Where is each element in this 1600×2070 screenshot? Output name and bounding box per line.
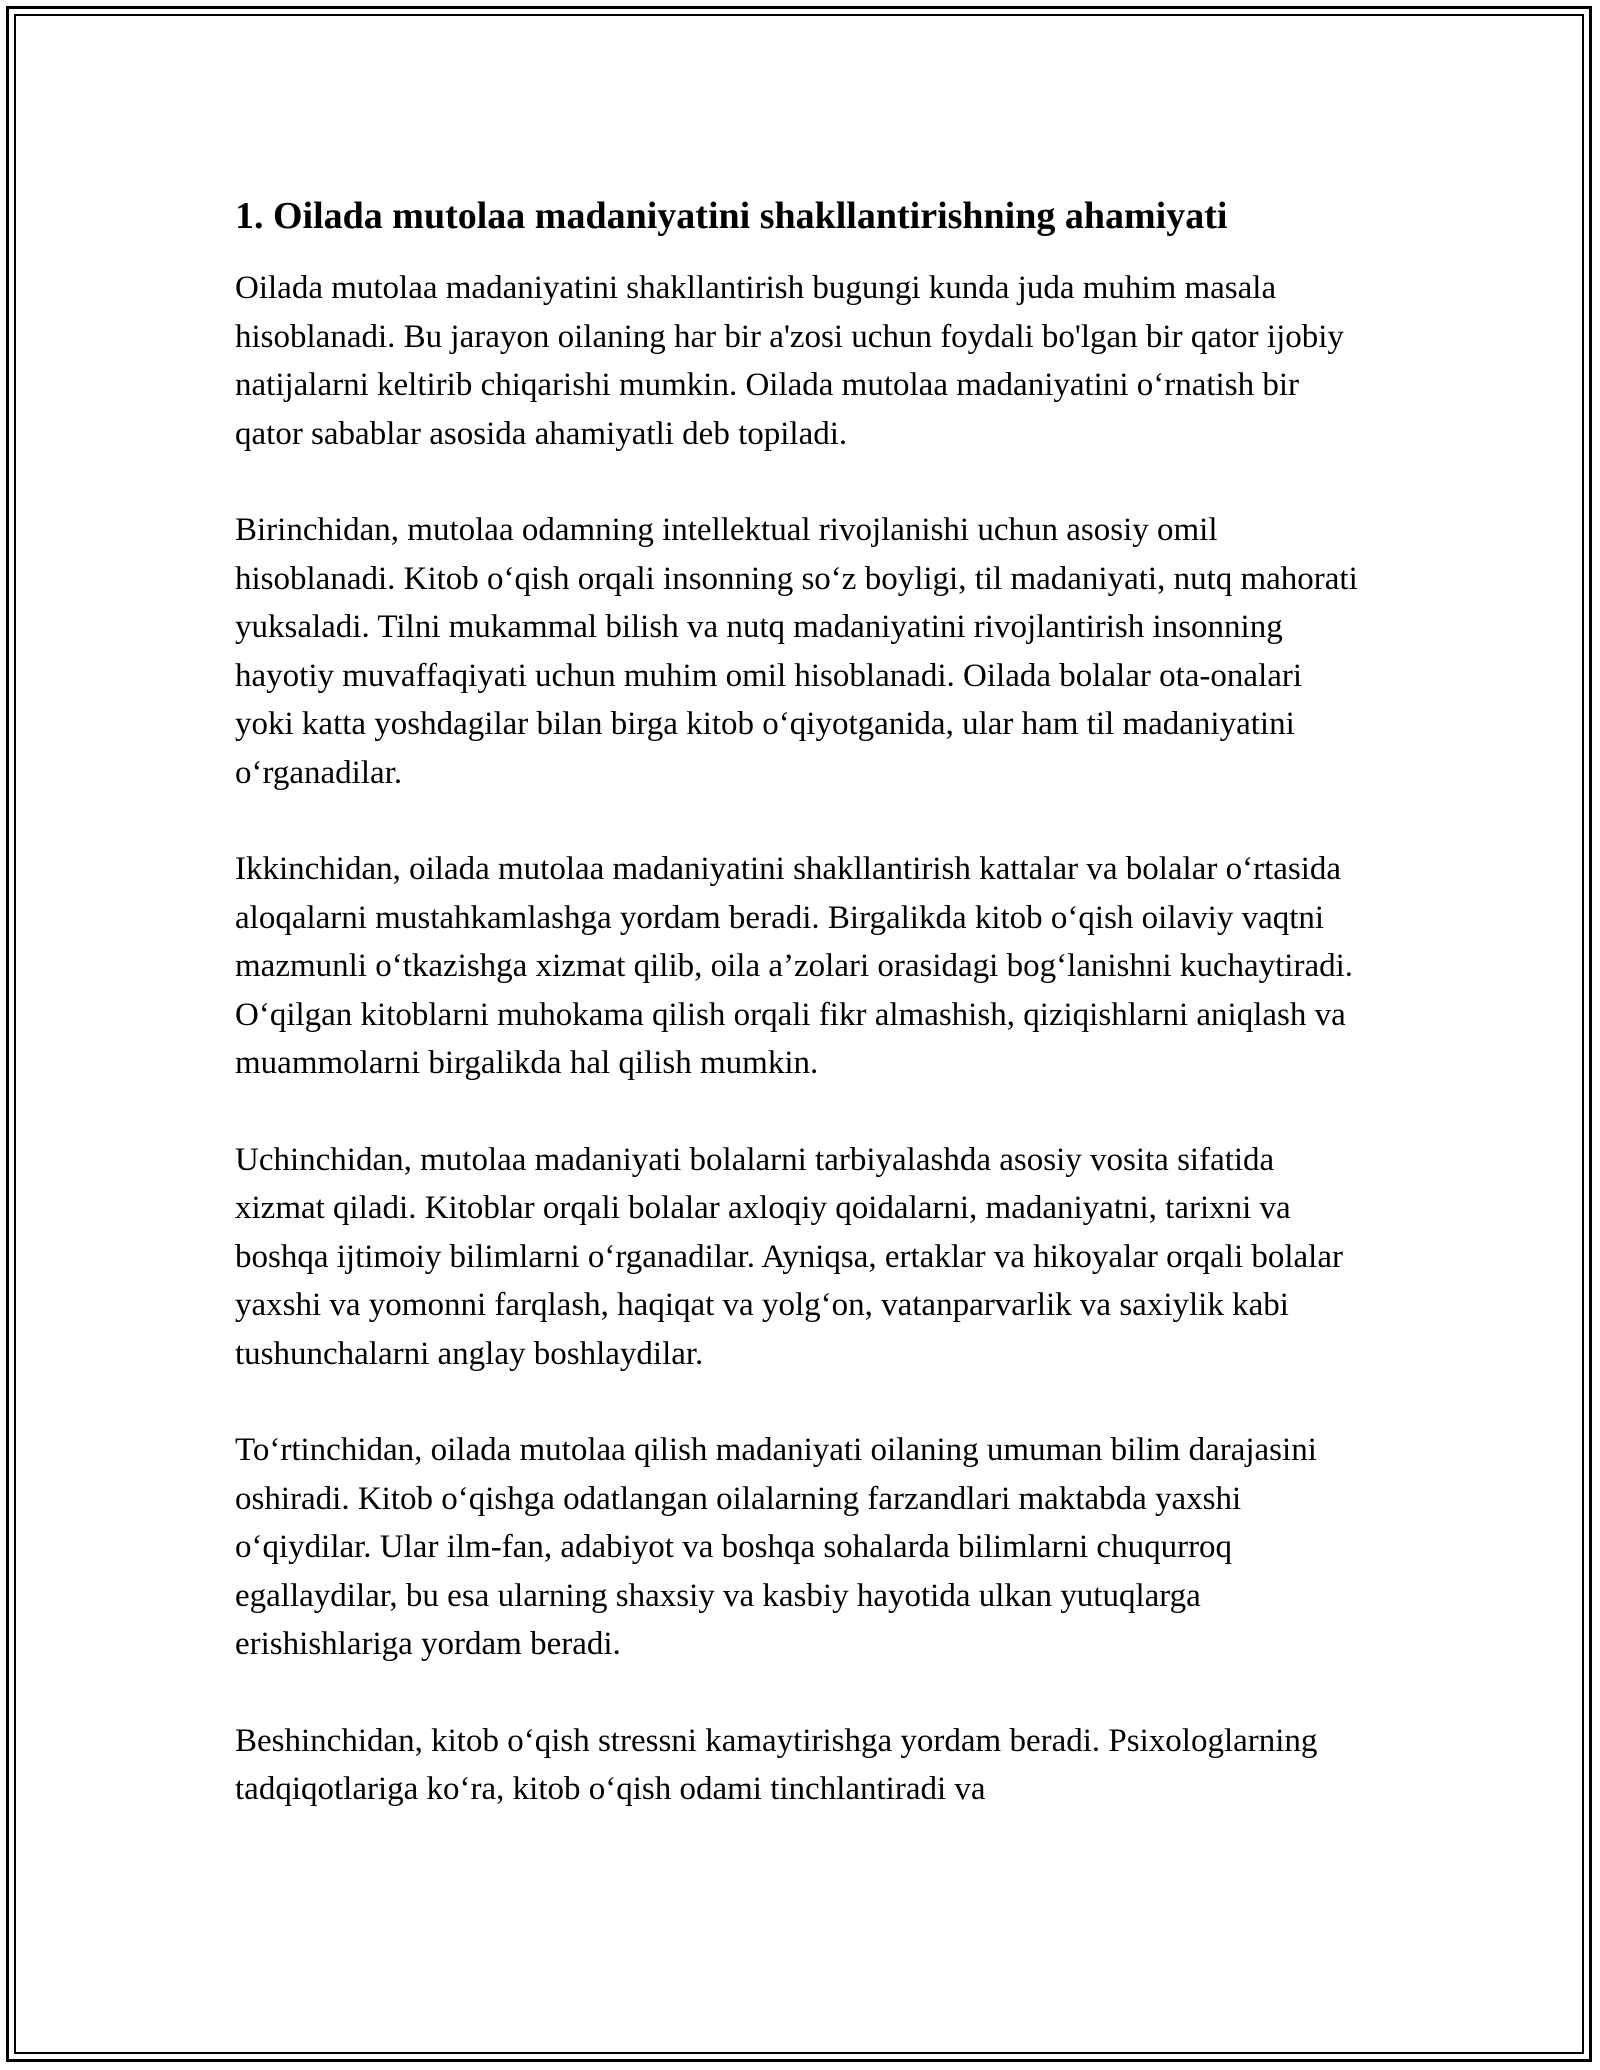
paragraph-first-reason: Birinchidan, mutolaa odamning intellektual rivojlanishi uchun asosiy omil hisoblanadi. Kitob o‘qish orqali insonning so‘z boyligi, til madaniyati, nutq mahorati yuksaladi. Tilni mukammal bilish va nutq madaniyatini rivojlantirish insonning hayotiy muvaffaqiyati uchun muhim omil hisoblanadi. Oilada bolalar ota-onalari yoki katta yoshdagilar bilan birga kitob o‘qiyotganida, ular ham til madaniyatini o‘rganadilar.: [235, 512, 1358, 791]
paragraph-second-reason: Ikkinchidan, oilada mutolaa madaniyatini shakllantirish kattalar va bolalar o‘rtasida aloqalarni mustahkamlashga yordam beradi. Birgalikda kitob o‘qish oilaviy vaqtni mazmunli o‘tkazishga xizmat qilib, oila a’zolari orasidagi bog‘lanishni kuchaytiradi. O‘qilgan kitoblarni muhokama qilish orqali fikr almashish, qiziqishlarni aniqlash va muammolarni birgalikda hal qilish mumkin.: [235, 851, 1354, 1081]
paragraph-intro: Oilada mutolaa madaniyatini shakllantirish bugungi kunda juda muhim masala hisoblanadi. Bu jarayon oilaning har bir a'zosi uchun foydali bo'lgan bir qator ijobiy natijalarni keltirib chiqarishi mumkin. Oilada mutolaa madaniyatini o‘rnatish bir qator sabablar asosida ahamiyatli deb topiladi.: [235, 270, 1344, 452]
paragraph-fifth-reason: Beshinchidan, kitob o‘qish stressni kamaytirishga yordam beradi. Psixologlarning tadqiqotlariga ko‘ra, kitob o‘qish odami tinchlantiradi va: [235, 1722, 1318, 1807]
paragraph-fourth-reason: To‘rtinchidan, oilada mutolaa qilish madaniyati oilaning umuman bilim darajasini oshiradi. Kitob o‘qishga odatlangan oilalarning farzandlari maktabda yaxshi o‘qiydilar. Ular ilm-fan, adabiyot va boshqa sohalarda bilimlarni chuqurroq egallaydilar, bu esa ularning shaxsiy va kasbiy hayotida ulkan yutuqlarga erishishlariga yordam beradi.: [235, 1432, 1317, 1662]
paragraph-third-reason: Uchinchidan, mutolaa madaniyati bolalarni tarbiyalashda asosiy vosita sifatida xizmat qiladi. Kitoblar orqali bolalar axloqiy qoidalarni, madaniyatni, tarixni va boshqa ijtimoiy bilimlarni o‘rganadilar. Ayniqsa, ertaklar va hikoyalar orqali bolalar yaxshi va yomonni farqlash, haqiqat va yolg‘on, vatanparvarlik va saxiylik kabi tushunchalarni anglay boshlaydilar.: [235, 1141, 1343, 1372]
section-heading: 1. Oilada mutolaa madaniyatini shakllantirishning ahamiyati: [235, 195, 1228, 237]
document-body: [235, 188, 1365, 1862]
